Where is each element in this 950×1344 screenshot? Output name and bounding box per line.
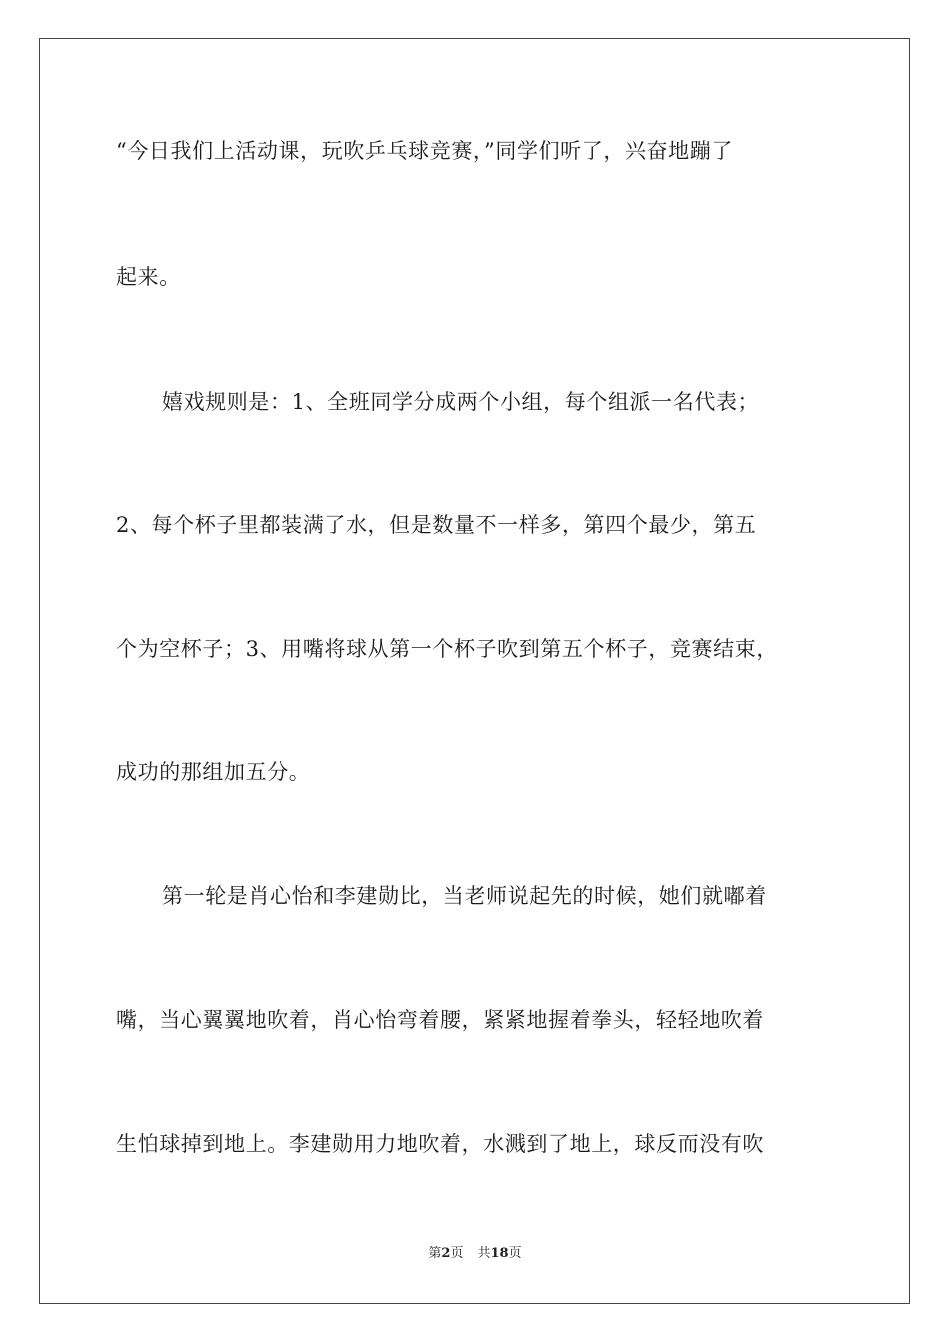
text-line-9: 生怕球掉到地上。李建勋用力地吹着，水溅到了地上，球反而没有吹 [116, 1132, 764, 1156]
total-prefix: 共 [477, 1246, 491, 1261]
text-line-6: 成功的那组加五分。 [116, 760, 311, 784]
page-frame [39, 38, 910, 1304]
total-pages: 18 [490, 1246, 509, 1261]
text-line-8: 嘴，当心翼翼地吹着，肖心怡弯着腰，紧紧地握着拳头，轻轻地吹着 [116, 1008, 764, 1032]
text-line-2: 起来。 [116, 265, 181, 289]
page-suffix: 页 [450, 1246, 464, 1261]
text-line-3: 嬉戏规则是：1、全班同学分成两个小组，每个组派一名代表； [162, 390, 760, 414]
text-line-4: 2、每个杯子里都装满了水，但是数量不一样多，第四个最少，第五 [116, 513, 757, 537]
text-line-7: 第一轮是肖心怡和李建勋比，当老师说起先的时候，她们就嘟着 [162, 884, 767, 908]
total-suffix: 页 [508, 1246, 522, 1261]
text-line-1: “今日我们上活动课，玩吹乒乓球竞赛，”同学们听了，兴奋地蹦了 [116, 139, 733, 163]
page-footer [0, 1245, 950, 1263]
text-line-5: 个为空杯子；3、用嘴将球从第一个杯子吹到第五个杯子，竞赛结束， [116, 637, 778, 661]
page-number: 2 [441, 1246, 451, 1261]
page-prefix: 第 [428, 1246, 442, 1261]
